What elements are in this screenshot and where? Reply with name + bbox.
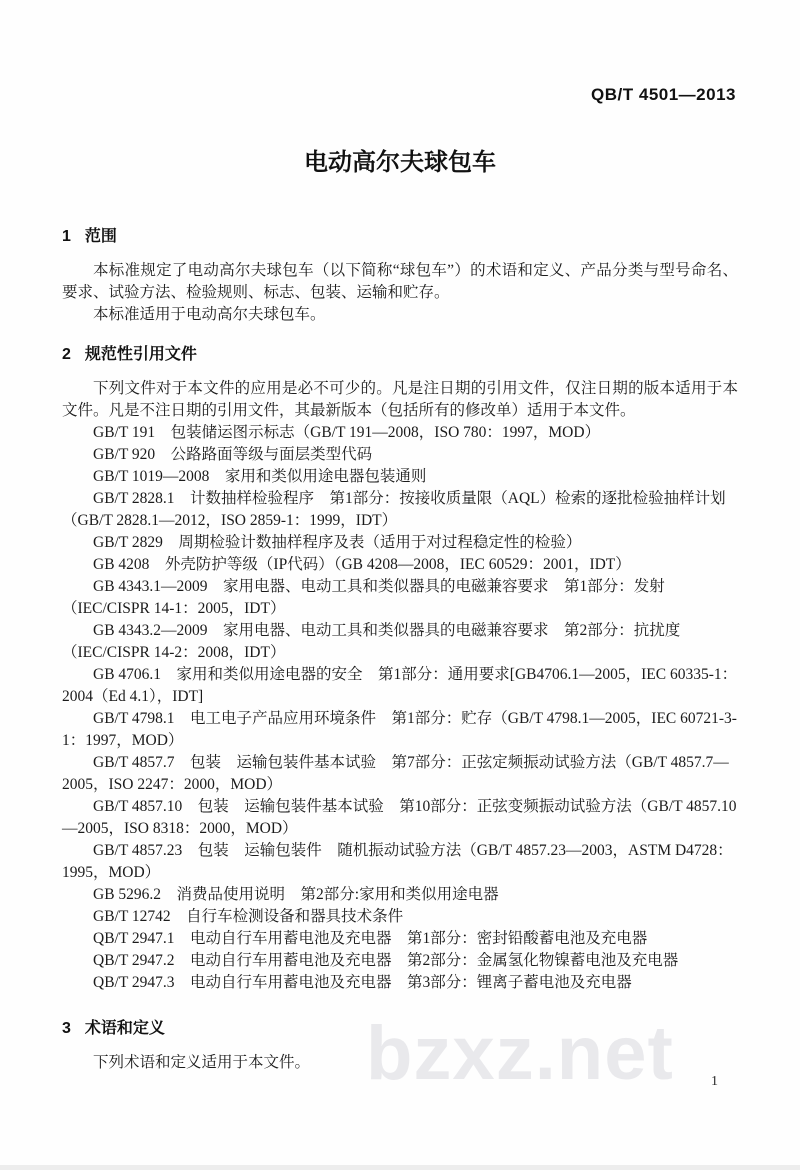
section-heading-text: 术语和定义 <box>84 1020 165 1037</box>
reference-item: GB 5296.2 消费品使用说明 第2部分:家用和类似用途电器 <box>93 886 499 903</box>
reference-item: GB/T 2828.1 计数抽样检验程序 第1部分：按接收质量限（AQL）检索的逐批检验抽样计划（GB/T 2828.1—2012，ISO 2859-1：1999，IDT） <box>62 490 726 529</box>
scope-paragraph-1: 本标准规定了电动高尔夫球包车（以下简称“球包车”）的术语和定义、产品分类与型号命名、要求、试验方法、检验规则、标志、包装、运输和贮存。 <box>62 262 738 301</box>
section-references-heading <box>62 346 738 364</box>
section-number: 3 <box>62 1020 71 1037</box>
section-normative-references <box>62 346 738 994</box>
reference-item: GB 4208 外壳防护等级（IP代码）（GB 4208—2008，IEC 60529：2001，IDT） <box>93 556 631 573</box>
reference-item: GB 4706.1 家用和类似用途电器的安全 第1部分：通用要求[GB4706.1—2005，IEC 60335-1：2004（Ed 4.1），IDT] <box>62 666 738 705</box>
reference-item: GB/T 4798.1 电工电子产品应用环境条件 第1部分：贮存（GB/T 4798.1—2005，IEC 60721-3-1：1997，MOD） <box>62 710 737 749</box>
section-number: 1 <box>62 228 71 245</box>
reference-item: GB/T 4857.10 包装 运输包装件基本试验 第10部分：正弦变频振动试验方法（GB/T 4857.10—2005，ISO 8318：2000，MOD） <box>62 798 737 837</box>
document-title: 电动高尔夫球包车 <box>304 149 496 176</box>
reference-item: QB/T 2947.2 电动自行车用蓄电池及充电器 第2部分：金属氢化物镍蓄电池及充电器 <box>93 952 679 969</box>
reference-item: GB/T 4857.7 包装 运输包装件基本试验 第7部分：正弦定频振动试验方法（GB/T 4857.7—2005，ISO 2247：2000，MOD） <box>62 754 729 793</box>
references-intro-paragraph: 下列文件对于本文件的应用是必不可少的。凡是注日期的引用文件，仅注日期的版本适用于本文件。凡是不注日期的引用文件，其最新版本（包括所有的修改单）适用于本文件。 <box>62 380 738 419</box>
reference-item: GB/T 920 公路路面等级与面层类型代码 <box>93 446 373 463</box>
section-scope-heading <box>62 228 738 246</box>
page-number: 1 <box>711 1074 718 1089</box>
reference-item: GB/T 1019—2008 家用和类似用途电器包装通则 <box>93 468 427 485</box>
section-number: 2 <box>62 346 71 363</box>
reference-item: GB/T 2829 周期检验计数抽样程序及表（适用于对过程稳定性的检验） <box>93 534 582 551</box>
reference-item: QB/T 2947.1 电动自行车用蓄电池及充电器 第1部分：密封铅酸蓄电池及充电器 <box>93 930 648 947</box>
reference-item: GB/T 191 包装储运图示标志（GB/T 191—2008，ISO 780：1997，MOD） <box>93 424 601 441</box>
reference-list <box>62 422 738 994</box>
reference-item: GB/T 4857.23 包装 运输包装件 随机振动试验方法（GB/T 4857.23—2003，ASTM D4728：1995，MOD） <box>62 842 733 881</box>
scope-paragraph-2: 本标准适用于电动高尔夫球包车。 <box>93 306 326 323</box>
section-terms-heading <box>62 1020 738 1038</box>
terms-paragraph: 下列术语和定义适用于本文件。 <box>93 1054 311 1071</box>
reference-item: GB/T 12742 自行车检测设备和器具技术条件 <box>93 908 404 925</box>
section-scope <box>62 228 738 326</box>
section-heading-text: 规范性引用文件 <box>84 346 197 363</box>
section-terms <box>62 1020 738 1074</box>
reference-item: GB 4343.2—2009 家用电器、电动工具和类似器具的电磁兼容要求 第2部分：抗扰度（IEC/CISPR 14-2：2008，IDT） <box>62 622 681 661</box>
scan-edge <box>0 1165 800 1170</box>
watermark: bzxz.net <box>366 1011 674 1096</box>
reference-item: QB/T 2947.3 电动自行车用蓄电池及充电器 第3部分：锂离子蓄电池及充电器 <box>93 974 632 991</box>
reference-item: GB 4343.1—2009 家用电器、电动工具和类似器具的电磁兼容要求 第1部分：发射（IEC/CISPR 14-1：2005，IDT） <box>62 578 665 617</box>
standard-number: QB/T 4501—2013 <box>591 85 736 104</box>
section-heading-text: 范围 <box>84 228 117 245</box>
